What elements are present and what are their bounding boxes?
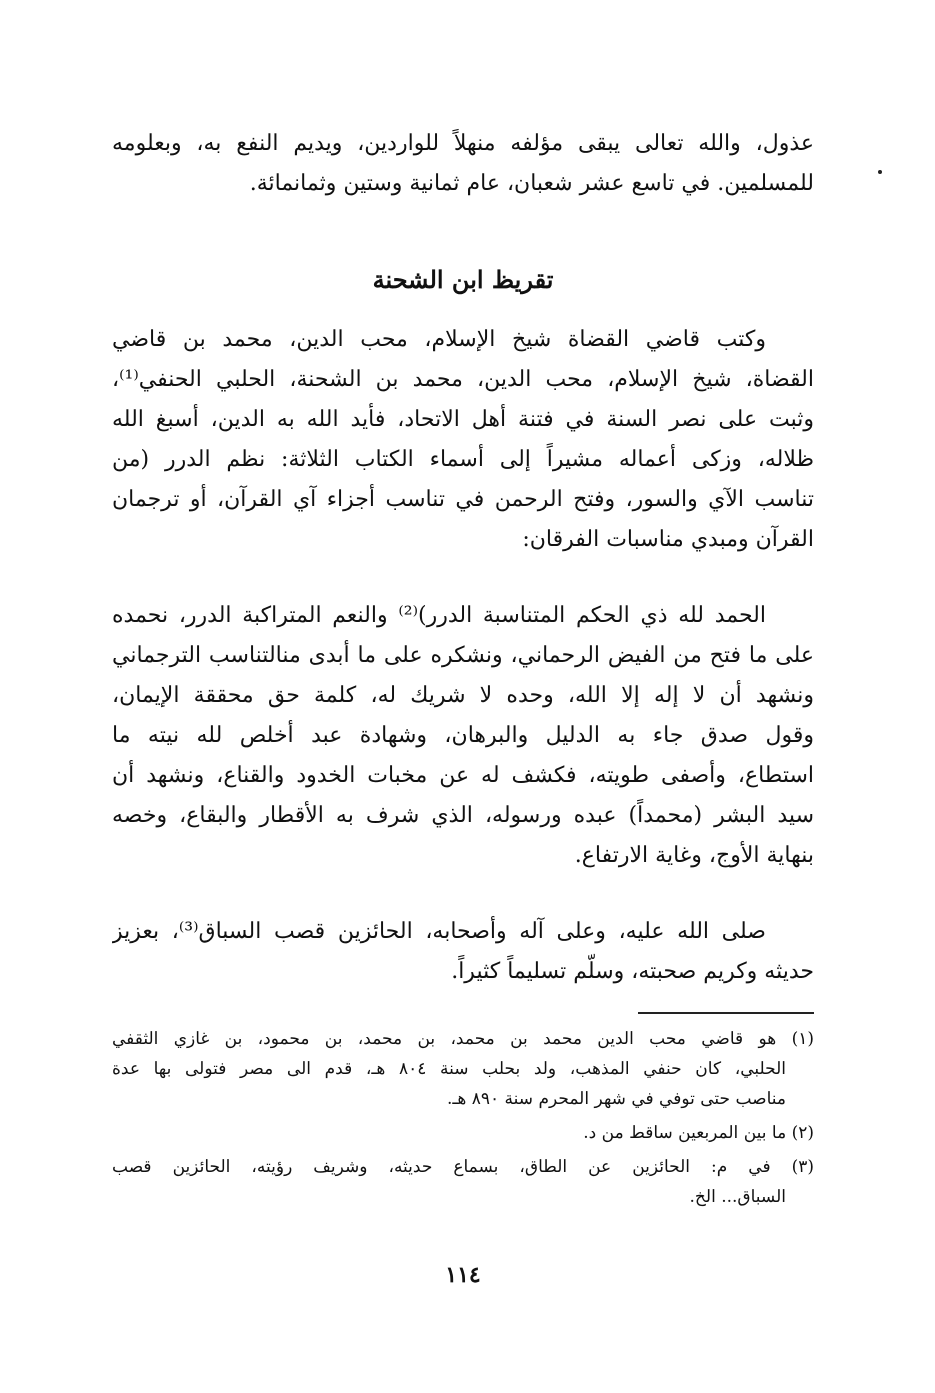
text-line: القرآن ومبدي مناسبات الفرقان:: [522, 527, 814, 552]
footnote-line: مناصب حتى توفي في شهر المحرم سنة ٨٩٠ هـ.: [446, 1089, 786, 1109]
text-line: وكتب قاضي القضاة شيخ الإسلام، محب الدين، محمد بن قاضي: [112, 327, 766, 352]
text-line: القضاة، شيخ الإسلام، محب الدين، محمد بن الشحنة، الحلبي الحنفي⁽¹⁾،: [112, 367, 814, 392]
footnote-line: (١) هو قاضي محب الدين محمد بن محمد، بن محمد، بن محمود، بن غازي الثقفي: [112, 1029, 814, 1049]
text-line: عذول، والله تعالى يبقى مؤلفه منهلاً للواردين، ويديم النفع به، وبعلومه: [112, 131, 814, 156]
text-line: ونشهد أن لا إله إلا الله، وحده لا شريك له، كلمة حق محققة الإيمان،: [112, 683, 814, 708]
footnote-3: [112, 1152, 814, 1212]
text-line: الحمد لله ذي الحكم المتناسبة الدرر)⁽²⁾ والنعم المتراكبة الدرر، نحمده: [112, 603, 766, 628]
footnote-2: [112, 1118, 814, 1148]
footnote-divider: [638, 1012, 814, 1014]
page-number: ١١٤: [445, 1262, 481, 1288]
paragraph-2: [112, 596, 814, 876]
footnote-line: (٣) في م: الحائزين عن الطاق، بسماع حديثه، وشريف رؤيته، الحائزين قصب: [112, 1157, 814, 1177]
paragraph-1: [112, 320, 814, 560]
paragraph-3: [112, 912, 814, 992]
text-line: تناسب الآي والسور، وفتح الرحمن في تناسب أجزاء آي القرآن، أو ترجمان: [112, 487, 814, 512]
footnote-line: (٢) ما بين المربعين ساقط من د.: [583, 1123, 814, 1143]
footnote-line: الحلبي، كان حنفي المذهب، ولد بحلب سنة ٨٠٤ هـ، قدم الى مصر فتولى بها عدة: [112, 1059, 786, 1079]
text-line: وثبت على نصر السنة في فتنة أهل الاتحاد، فأيد الله به الدين، أسبغ الله: [112, 407, 814, 432]
footnote-1: [112, 1024, 814, 1114]
text-line: صلى الله عليه، وعلى آله وأصحابه، الحائزين قصب السباق⁽³⁾، بعزيز: [112, 919, 766, 944]
text-line: سيد البشر (محمداً) عبده ورسوله، الذي شرف به الأقطار والبقاع، وخصه: [112, 803, 814, 828]
text-line: وقول صدق جاء به الدليل والبرهان، وشهادة عبد أخلص لله نيته ما: [112, 723, 814, 748]
text-line: استطاع، وأصفى طويته، فكشف له عن مخبات الخدود والقناع، ونشهد أن: [112, 763, 814, 788]
text-line: بنهاية الأوج، وغاية الارتفاع.: [574, 843, 814, 868]
section-heading: تقريظ ابن الشحنة: [372, 265, 554, 294]
text-line: حديثه وكريم صحبته، وسلّم تسليماً كثيراً.: [451, 959, 814, 984]
text-line: للمسلمين. في تاسع عشر شعبان، عام ثمانية وستين وثمانمائة.: [249, 171, 814, 196]
stray-mark: [878, 170, 882, 174]
footnote-line: السباق... الخ.: [689, 1187, 786, 1207]
footnotes: [112, 1024, 814, 1212]
intro-paragraph: [112, 124, 814, 204]
text-line: ظلاله، وزكى أعماله مشيراً إلى أسماء الكتاب الثلاثة: نظم الدرر (من: [112, 447, 814, 472]
text-line: على ما فتح من الفيض الرحماني، ونشكره على ما أبدى منالتناسب الترجماني: [112, 643, 814, 668]
